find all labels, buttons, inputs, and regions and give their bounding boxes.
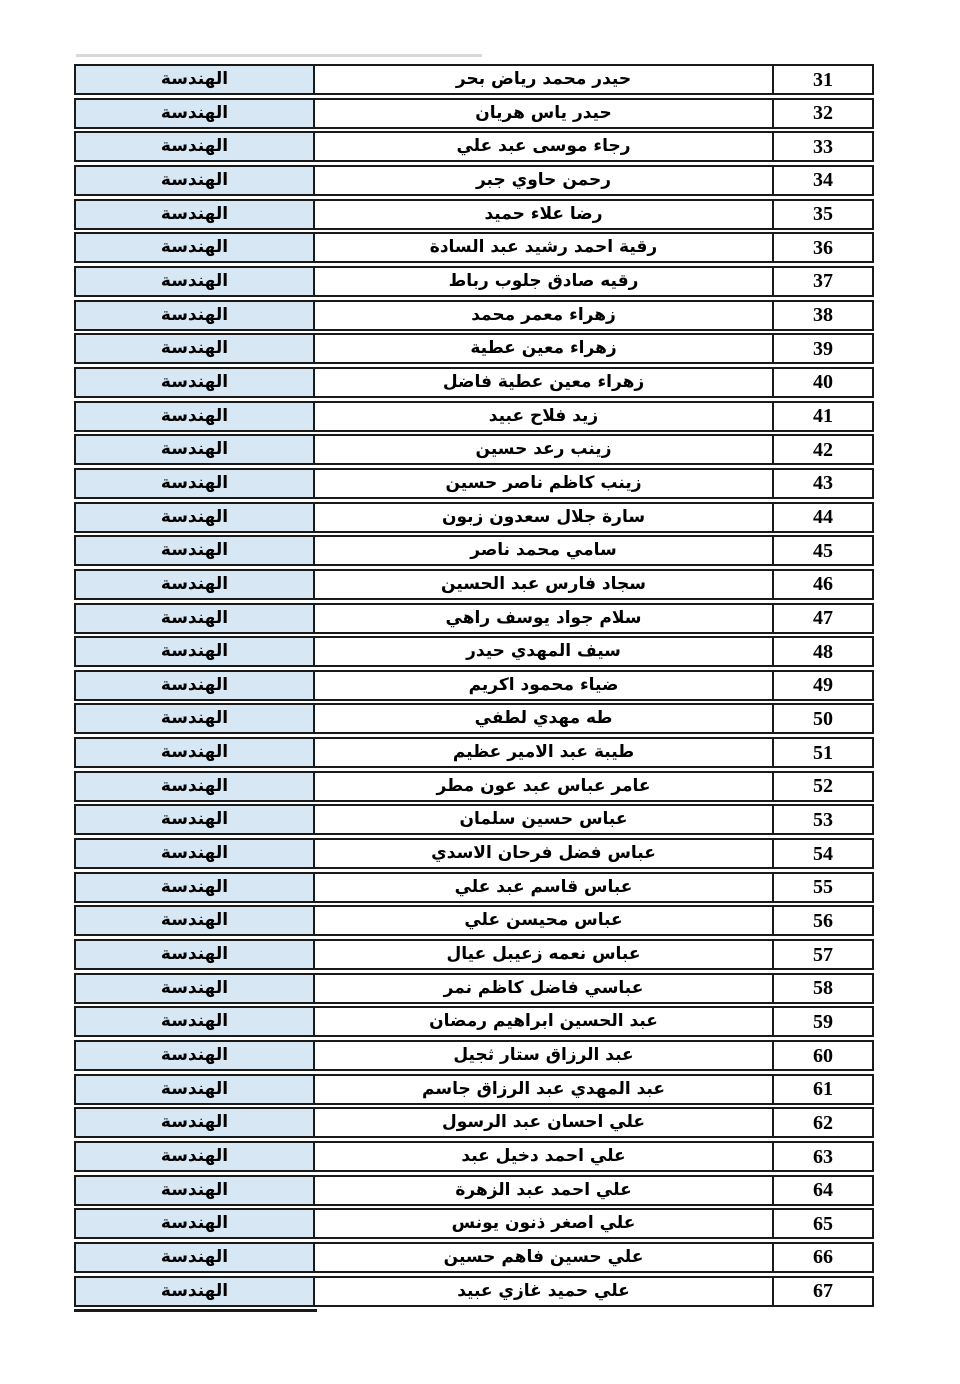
name-cell: عباسي فاضل كاظم نمر <box>313 975 772 1002</box>
table-row <box>74 737 874 768</box>
table-row <box>74 973 874 1004</box>
name-cell: سامي محمد ناصر <box>313 537 772 564</box>
table-row <box>74 300 874 331</box>
table-row <box>74 367 874 398</box>
number-cell: 47 <box>772 605 872 632</box>
table-row <box>74 872 874 903</box>
number-cell: 64 <box>772 1177 872 1204</box>
name-cell: زيد فلاح عبيد <box>313 403 772 430</box>
department-cell: الهندسة <box>76 1210 313 1237</box>
number-cell: 32 <box>772 100 872 127</box>
name-cell: حيدر محمد رياض بحر <box>313 66 772 93</box>
name-cell: علي اصغر ذنون يونس <box>313 1210 772 1237</box>
department-cell: الهندسة <box>76 1042 313 1069</box>
table-row <box>74 333 874 364</box>
department-cell: الهندسة <box>76 638 313 665</box>
name-cell: عباس حسين سلمان <box>313 806 772 833</box>
number-cell: 66 <box>772 1244 872 1271</box>
name-cell: عبد الرزاق ستار ثجيل <box>313 1042 772 1069</box>
table-row <box>74 1074 874 1105</box>
number-cell: 67 <box>772 1278 872 1305</box>
name-cell: طيبة عبد الامير عظيم <box>313 739 772 766</box>
name-cell: رقية احمد رشيد عبد السادة <box>313 234 772 261</box>
table-row <box>74 502 874 533</box>
table-row <box>74 670 874 701</box>
number-cell: 37 <box>772 268 872 295</box>
number-cell: 41 <box>772 403 872 430</box>
number-cell: 46 <box>772 571 872 598</box>
table-row <box>74 1242 874 1273</box>
department-cell: الهندسة <box>76 167 313 194</box>
number-cell: 35 <box>772 201 872 228</box>
number-cell: 65 <box>772 1210 872 1237</box>
department-cell: الهندسة <box>76 504 313 531</box>
name-cell: عباس قاسم عبد علي <box>313 874 772 901</box>
name-cell: رجاء موسى عبد علي <box>313 133 772 160</box>
number-cell: 34 <box>772 167 872 194</box>
name-cell: حيدر ياس هريان <box>313 100 772 127</box>
name-cell: علي احمد دخيل عبد <box>313 1143 772 1170</box>
department-cell: الهندسة <box>76 840 313 867</box>
number-cell: 59 <box>772 1008 872 1035</box>
name-cell: عباس فضل فرحان الاسدي <box>313 840 772 867</box>
table-row <box>74 1006 874 1037</box>
department-cell: الهندسة <box>76 571 313 598</box>
department-cell: الهندسة <box>76 234 313 261</box>
name-cell: زينب رعد حسين <box>313 436 772 463</box>
name-cell: عباس محيسن علي <box>313 907 772 934</box>
table-row <box>74 939 874 970</box>
department-cell: الهندسة <box>76 874 313 901</box>
number-cell: 43 <box>772 470 872 497</box>
name-cell: زهراء معين عطية فاضل <box>313 369 772 396</box>
table-row <box>74 804 874 835</box>
number-cell: 63 <box>772 1143 872 1170</box>
table-row <box>74 1276 874 1307</box>
number-cell: 57 <box>772 941 872 968</box>
number-cell: 33 <box>772 133 872 160</box>
name-cell: علي حسين فاهم حسين <box>313 1244 772 1271</box>
department-cell: الهندسة <box>76 1008 313 1035</box>
name-cell: سيف المهدي حيدر <box>313 638 772 665</box>
number-cell: 50 <box>772 705 872 732</box>
name-cell: زهراء معمر محمد <box>313 302 772 329</box>
table-row <box>74 603 874 634</box>
name-cell: زينب كاظم ناصر حسين <box>313 470 772 497</box>
name-cell: علي احمد عبد الزهرة <box>313 1177 772 1204</box>
department-cell: الهندسة <box>76 1278 313 1305</box>
table-row <box>74 771 874 802</box>
number-cell: 42 <box>772 436 872 463</box>
table-row <box>74 1141 874 1172</box>
name-cell: طه مهدي لطفي <box>313 705 772 732</box>
name-cell: عباس نعمه زعيبل عيال <box>313 941 772 968</box>
department-column-bottom-border <box>74 1309 317 1312</box>
table-row <box>74 1175 874 1206</box>
number-cell: 44 <box>772 504 872 531</box>
table-row <box>74 199 874 230</box>
department-cell: الهندسة <box>76 975 313 1002</box>
table-row <box>74 266 874 297</box>
department-cell: الهندسة <box>76 1076 313 1103</box>
name-cell: رحمن حاوي جبر <box>313 167 772 194</box>
department-cell: الهندسة <box>76 1177 313 1204</box>
table-row <box>74 165 874 196</box>
department-cell: الهندسة <box>76 133 313 160</box>
department-cell: الهندسة <box>76 605 313 632</box>
table-row <box>74 905 874 936</box>
department-cell: الهندسة <box>76 201 313 228</box>
department-cell: الهندسة <box>76 1143 313 1170</box>
table-row <box>74 98 874 129</box>
table-row <box>74 535 874 566</box>
number-cell: 60 <box>772 1042 872 1069</box>
department-cell: الهندسة <box>76 66 313 93</box>
department-cell: الهندسة <box>76 806 313 833</box>
department-cell: الهندسة <box>76 470 313 497</box>
number-cell: 51 <box>772 739 872 766</box>
name-cell: رضا علاء حميد <box>313 201 772 228</box>
number-cell: 40 <box>772 369 872 396</box>
department-cell: الهندسة <box>76 436 313 463</box>
name-cell: عبد المهدي عبد الرزاق جاسم <box>313 1076 772 1103</box>
number-cell: 31 <box>772 66 872 93</box>
department-cell: الهندسة <box>76 335 313 362</box>
department-cell: الهندسة <box>76 1109 313 1136</box>
department-cell: الهندسة <box>76 705 313 732</box>
number-cell: 52 <box>772 773 872 800</box>
name-cell: سجاد فارس عبد الحسين <box>313 571 772 598</box>
department-cell: الهندسة <box>76 907 313 934</box>
table-row <box>74 232 874 263</box>
department-cell: الهندسة <box>76 739 313 766</box>
table-row <box>74 838 874 869</box>
table-row <box>74 1107 874 1138</box>
name-cell: رقيه صادق جلوب رباط <box>313 268 772 295</box>
number-cell: 62 <box>772 1109 872 1136</box>
name-cell: عامر عباس عبد عون مطر <box>313 773 772 800</box>
number-cell: 56 <box>772 907 872 934</box>
table-row <box>74 131 874 162</box>
table-row <box>74 636 874 667</box>
department-cell: الهندسة <box>76 369 313 396</box>
table-row <box>74 434 874 465</box>
table-row <box>74 569 874 600</box>
number-cell: 61 <box>772 1076 872 1103</box>
roster-table <box>74 64 874 1307</box>
number-cell: 49 <box>772 672 872 699</box>
table-row <box>74 703 874 734</box>
name-cell: سارة جلال سعدون زبون <box>313 504 772 531</box>
number-cell: 55 <box>772 874 872 901</box>
number-cell: 53 <box>772 806 872 833</box>
department-cell: الهندسة <box>76 672 313 699</box>
cropped-row-remnant-line <box>76 54 482 57</box>
number-cell: 54 <box>772 840 872 867</box>
name-cell: زهراء معين عطية <box>313 335 772 362</box>
name-cell: علي احسان عبد الرسول <box>313 1109 772 1136</box>
table-row <box>74 64 874 95</box>
name-cell: علي حميد غازي عبيد <box>313 1278 772 1305</box>
number-cell: 38 <box>772 302 872 329</box>
department-cell: الهندسة <box>76 537 313 564</box>
name-cell: سلام جواد يوسف راهي <box>313 605 772 632</box>
department-cell: الهندسة <box>76 403 313 430</box>
name-cell: عبد الحسين ابراهيم رمضان <box>313 1008 772 1035</box>
department-cell: الهندسة <box>76 302 313 329</box>
number-cell: 39 <box>772 335 872 362</box>
department-cell: الهندسة <box>76 100 313 127</box>
department-cell: الهندسة <box>76 1244 313 1271</box>
table-row <box>74 401 874 432</box>
department-cell: الهندسة <box>76 773 313 800</box>
number-cell: 45 <box>772 537 872 564</box>
table-row <box>74 468 874 499</box>
number-cell: 36 <box>772 234 872 261</box>
number-cell: 48 <box>772 638 872 665</box>
department-cell: الهندسة <box>76 268 313 295</box>
department-cell: الهندسة <box>76 941 313 968</box>
table-row <box>74 1040 874 1071</box>
number-cell: 58 <box>772 975 872 1002</box>
name-cell: ضياء محمود اكريم <box>313 672 772 699</box>
table-row <box>74 1208 874 1239</box>
